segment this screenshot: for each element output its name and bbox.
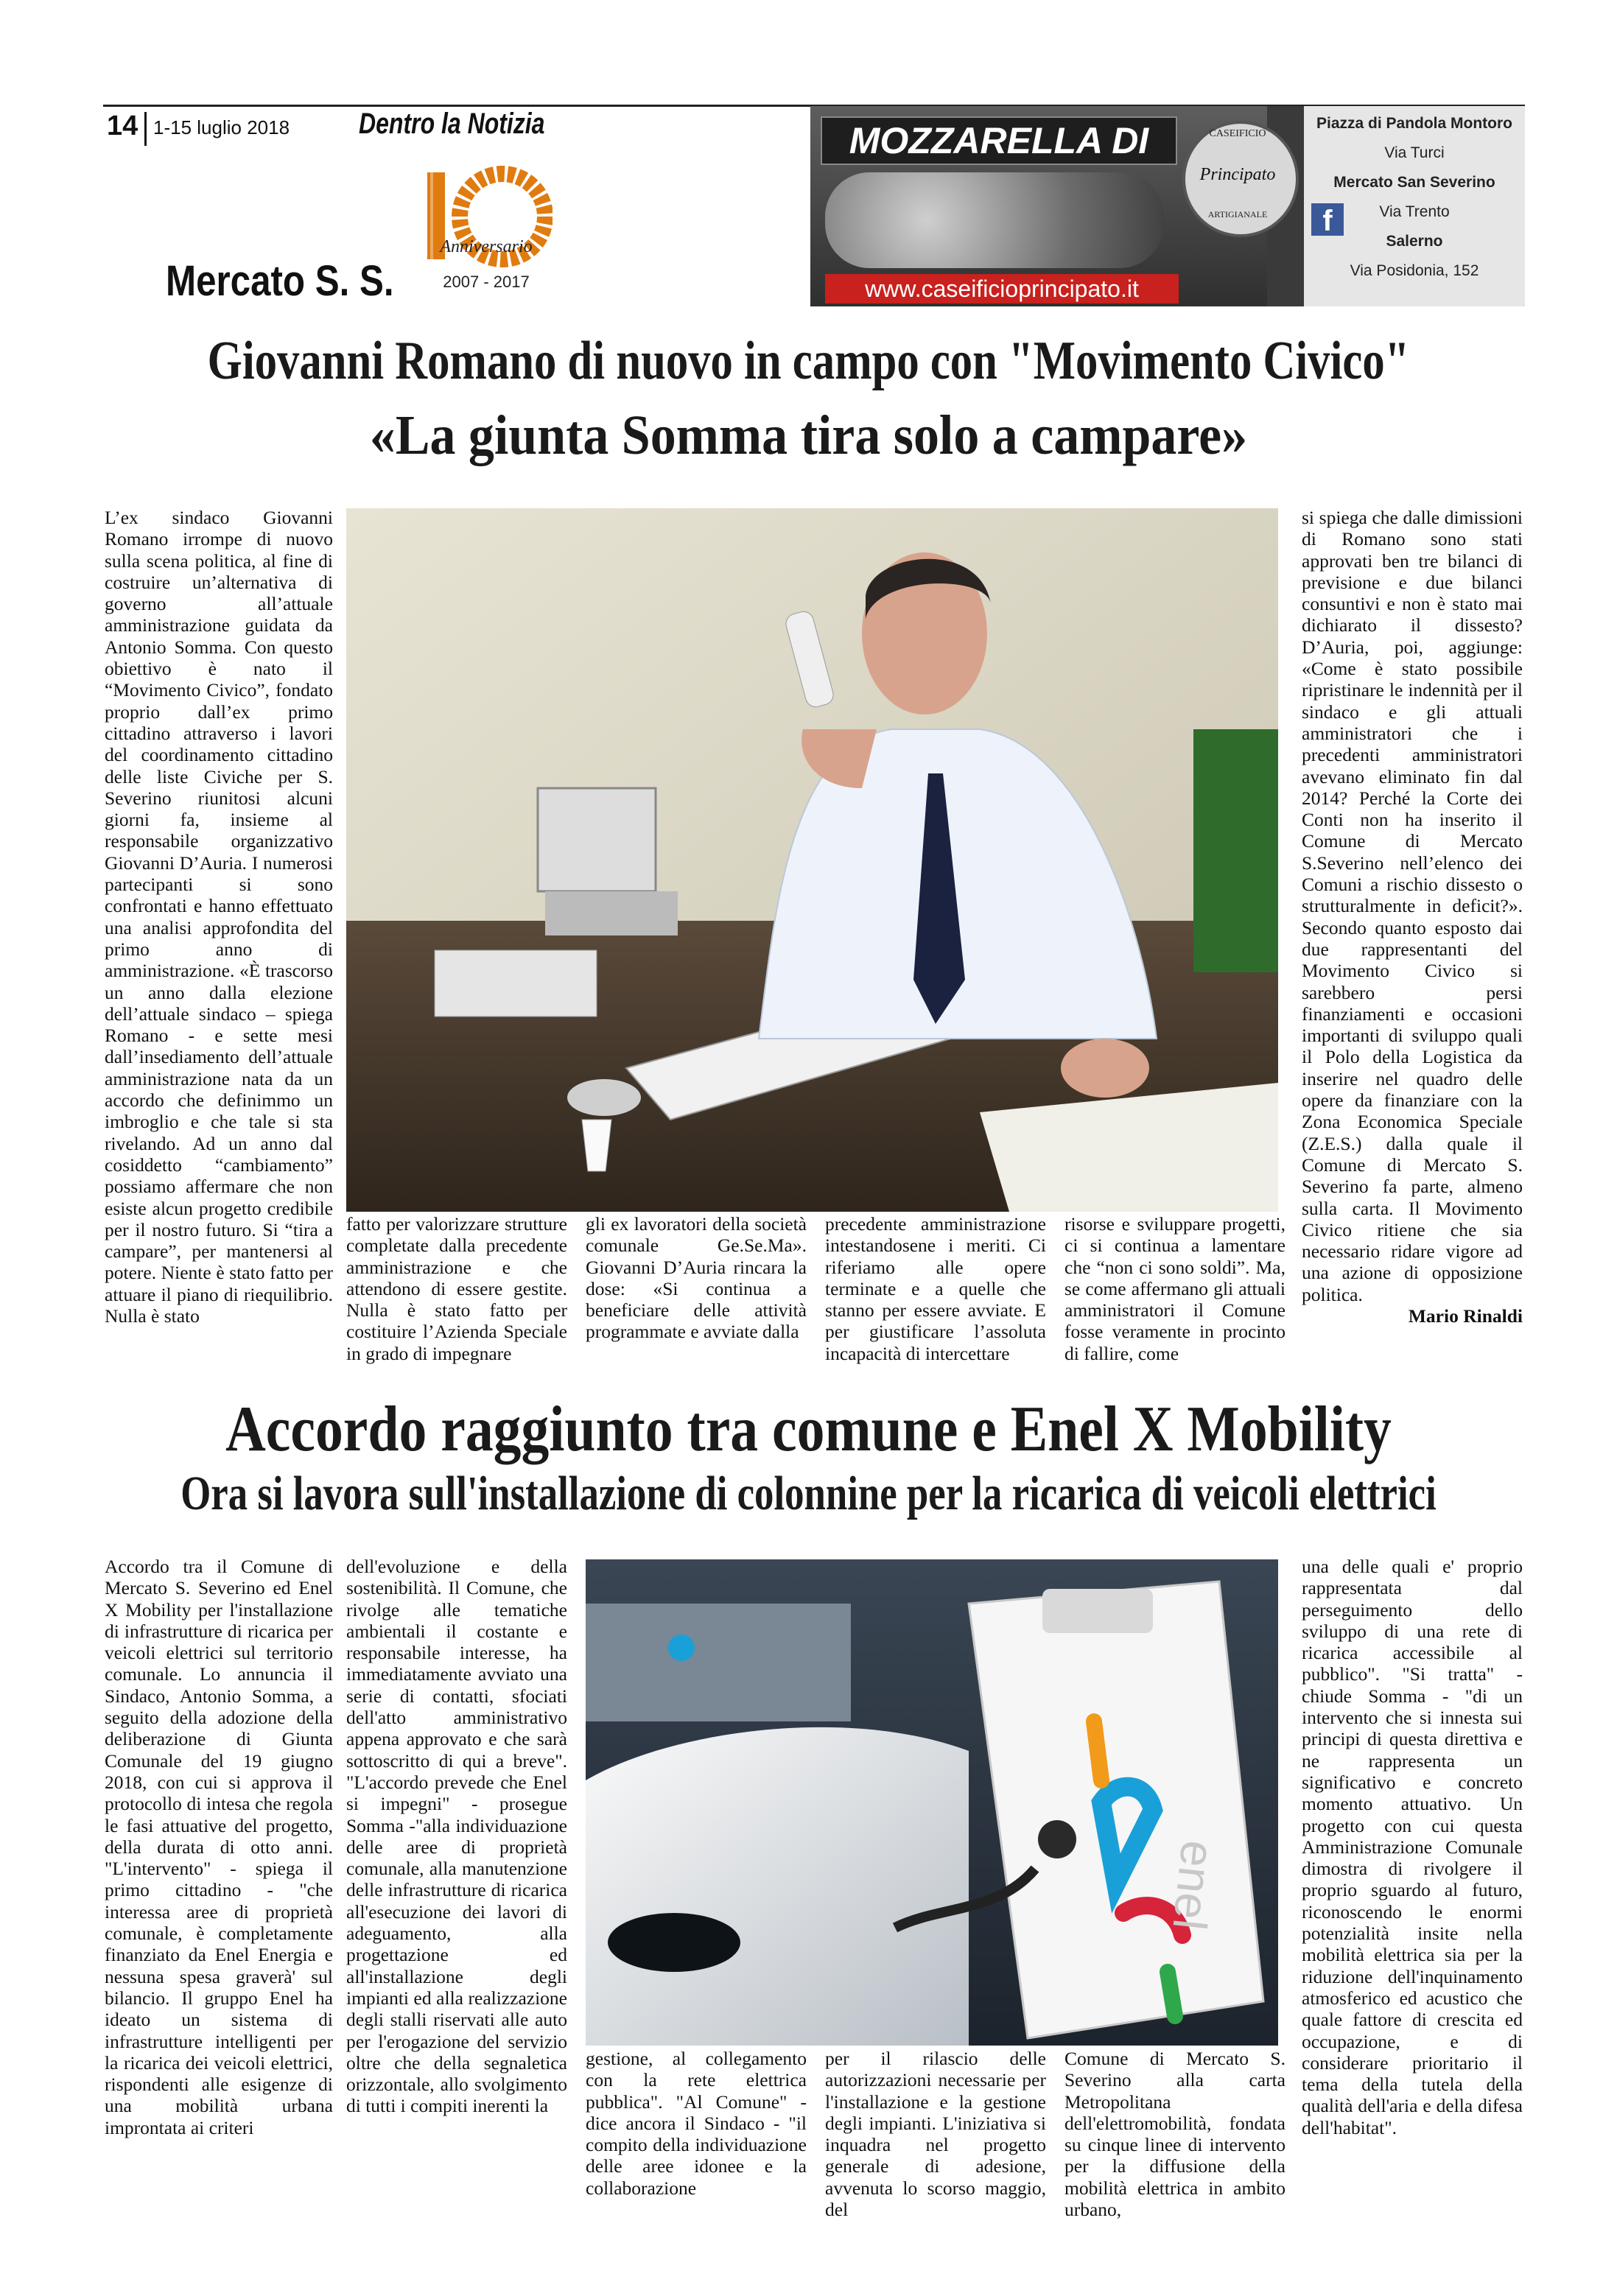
- ad-url-link[interactable]: www.caseificioprincipato.it: [825, 274, 1179, 303]
- ad-location: Mercato San Severino: [1333, 174, 1495, 191]
- article2-photo: [586, 1559, 1278, 2046]
- article1-photo: [346, 508, 1278, 1212]
- article1-column-2: fatto per valorizzare strutture completate dalla precedente amministrazione e che attendono di essere gestite. Nulla è stato fatto per costituire l’Azienda Speciale in grado di impegnare: [346, 1213, 567, 1364]
- ev-charger-photo: [586, 1559, 1278, 2046]
- article1-column-5: risorse e sviluppare progetti, ci si continua a lamentare che “non ci sono soldi”. Ma, se come affermano gli attuali amministratori il Comune fosse veramente in procinto di fallire, come: [1064, 1213, 1285, 1364]
- article2-column-1: Accordo tra il Comune di Mercato S. Severino ed Enel X Mobility per l'installazione di infrastrutture di ricarica per veicoli elettrici sul territorio comunale. Lo annuncia il Sindaco, Antonio Somma, a seguito della adozione della deliberazione di Giunta Comunale del 19 giugno 2018, con cui si approva il protocollo di intesa che regola le fasi attuative del progetto, della durata di otto anni. "L'intervento" - spiega il primo cittadino - "che interessa aree di proprietà comunale, è completamente finanziato da Enel Energia e nessuna spesa graverà' sul bilancio. Il gruppo Enel ha ideato un sistema di infrastrutture intelligenti per la ricarica dei veicoli elettrici, rispondenti alle esigenze di una mobilità urbana improntata ai criteri: [105, 1556, 333, 2138]
- facebook-icon[interactable]: f: [1311, 203, 1344, 236]
- article2-column-2: dell'evoluzione e della sostenibilità. Il Comune, che rivolge alle tematiche ambientali il costante e responsabile interesse, ha immediatamente avviato una serie di contatti, sfociati dell'atto amministrativo appena approvato e che sarà sottoscritto di qui a breve". "L'accordo prevede che Enel si impegni" - prosegue Somma -"alla individuazione delle aree di proprietà comunale, alla manutenzione delle infrastrutture di ricarica all'esecuzione dei lavori di adeguamento, alla progettazione ed all'installazione degli impianti ed alla realizzazione degli stalli riservati alle auto per l'erogazione del servizio oltre che della segnaletica orizzontale, allo svolgimento di tutti i compiti inerenti la: [346, 1556, 567, 2117]
- ad-locations: [1304, 106, 1525, 306]
- ad-seal-top: CASEIFICIO: [1209, 128, 1266, 139]
- header-separator: [144, 112, 147, 146]
- article1-column-1: L’ex sindaco Giovanni Romano irrompe di nuovo sulla scena politica, al fine di costruire un’alternativa di governo all’attuale amministrazione guidata da Antonio Somma. Con questo obiettivo è nato il “Movimento Civico”, fondato proprio dall’ex primo cittadino attraverso i lavori del coordinamento cittadino delle liste Civiche per S. Severino riunitosi alcuni giorni fa, insieme al responsabile organizzativo Giovanni D’Auria. I numerosi partecipanti si sono confrontati e hanno effettuato una analisi approfondita del primo anno di amministrazione. «È trascorso un anno dalla elezione dell’attuale sindaco – spiega Romano - e sette mesi dall’insediamento dell’attuale amministrazione nata da un accordo che definimmo un imbroglio e che tale si sta rivelando. Ad un anno dal cosiddetto “cambiamento” possiamo affermare che non esiste alcun progetto credibile per il nostro futuro. Si “tira a campare”, per mantenersi al potere. Niente è stato fatto per attuare il piano di riequilibrio. Nulla è stato: [105, 507, 333, 1327]
- issue-date: 1-15 luglio 2018: [153, 116, 290, 138]
- article2-subtitle: Ora si lavora sull'installazione di colonnine per la ricarica di veicoli elettrici: [180, 1467, 1437, 1520]
- ad-title: MOZZARELLA DI: [821, 116, 1177, 165]
- ad-location: Via Trento: [1379, 203, 1450, 220]
- article2-title: Accordo raggiunto tra comune e Enel X Mobility: [225, 1394, 1392, 1465]
- article2-column-4: per il rilascio delle autorizzazioni necessarie per l'installazione e la gestione degli impianti. L'iniziativa si inquadra nel progetto generale di adesione, avvenuta lo scorso maggio, del: [825, 2048, 1046, 2221]
- article2-column-6: una delle quali e' proprio rappresentata dal perseguimento dello sviluppo di una rete di ricarica accessibile al pubblico". "Si tratta" - chiude Somma - "di un intervento che si innesta sui principi di questa direttiva e ne rappresenta un significativo e concreto momento attuativo. Un progetto con cui questa Amministrazione Comunale dimostra di rivolgere il proprio sguardo al futuro, riconoscendo le enormi potenzialità insite nella mobilità elettrica sia per la riduzione dell'inquinamento atmosferico ed acustico che quale fattore di crescita ed occupazione, e di considerare prioritario il tema della tutela della qualità dell'aria e della difesa dell'habitat".: [1302, 1556, 1523, 2138]
- ad-location: Piazza di Pandola Montoro: [1316, 115, 1513, 132]
- anniversary-logo: [420, 164, 553, 296]
- page-number: 14: [107, 110, 138, 141]
- article1-column-4: precedente amministrazione intestandosene i meriti. Ci riferiamo alle opere terminate e a quelle che stanno per essere avviate. E per giustificare l’assoluta incapacità di intercettare: [825, 1213, 1046, 1364]
- anniversary-icon: [420, 164, 553, 296]
- ad-location: Via Turci: [1384, 144, 1445, 161]
- ad-seal-bottom: ARTIGIANALE: [1207, 209, 1268, 220]
- article1-column-3: gli ex lavoratori della società comunale Ge.Se.Ma». Giovanni D’Auria rincara la dose: «Si continua a beneficiare delle attività programmate e avviate dalla: [586, 1213, 807, 1343]
- article1-author: Mario Rinaldi: [1408, 1305, 1523, 1327]
- section-title: Mercato S. S.: [166, 257, 394, 305]
- man-on-phone-photo: [346, 508, 1278, 1212]
- article1-title: Giovanni Romano di nuovo in campo con "Movimento Civico": [207, 331, 1410, 391]
- article2-column-3: gestione, al collegamento con la rete elettrica pubblica". "Al Comune" - dice ancora il Sindaco - "il compito della individuazione delle aree idonee e la collaborazione: [586, 2048, 807, 2199]
- article2-column-5: Comune di Mercato S. Severino alla carta Metropolitana dell'elettromobilità, fondata su cinque linee di intervento per la diffusione della mobilità elettrica in ambito urbano,: [1064, 2048, 1285, 2221]
- ad-seal-brand: Principato: [1199, 165, 1276, 184]
- masthead: Dentro la Notizia: [359, 108, 545, 140]
- anniversary-label: Anniversario: [440, 237, 533, 256]
- article1-subtitle: «La giunta Somma tira solo a campare»: [369, 404, 1248, 466]
- article1-column-6: si spiega che dalle dimissioni di Romano sono stati approvati ben tre bilanci di previsione e due bilanci consuntivi e non è stato mai dichiarato il dissesto? D’Auria, poi, aggiunge: «Come è stato possibile ripristinare le indennità per il sindaco e gli attuali amministratori che i precedenti amministratori avevano eliminato fin dal 2014? Perché la Corte dei Conti non ha inserito il Comune di Mercato S.Severino nell’elenco dei Comuni a rischio dissesto o strutturalmente in deficit?». Secondo quanto esposto dai due rappresentanti del Movimento Civico si sarebbero persi finanziamenti e occasioni importanti di sviluppo quali il Polo della Logistica da inserire nel quadro delle opere da finanziare con la Zona Economica Speciale (Z.E.S.) dalla quale il Comune di Mercato S. Severino fa parte, almeno sulla carta. Il Movimento Civico ritiene che sia necessario ridare vigore ad una azione di opposizione politica. Mario Rinaldi: [1302, 507, 1523, 1327]
- anniversary-years: 2007 - 2017: [443, 273, 530, 291]
- enel-brand-text: enel: [1162, 1838, 1225, 1933]
- advertisement[interactable]: [810, 106, 1525, 306]
- ad-location: Salerno: [1386, 233, 1443, 250]
- ad-location: Via Posidonia, 152: [1350, 262, 1479, 279]
- ad-mozzarella-image: [825, 172, 1164, 268]
